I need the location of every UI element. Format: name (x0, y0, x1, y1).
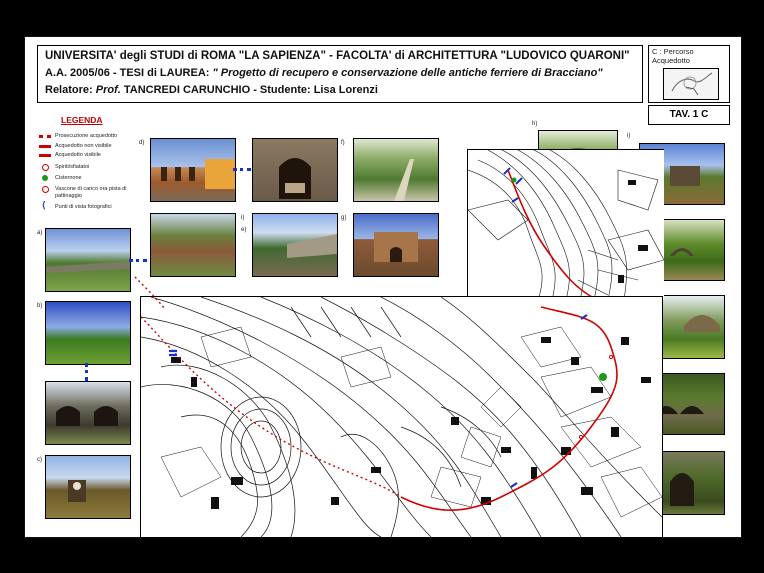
legend-label: Prosecuzione acquedotto (55, 133, 118, 139)
legend-symbol-icon (42, 186, 49, 193)
photo-label-i: i) (241, 215, 245, 221)
photo-i2 (150, 213, 236, 277)
photo-label-h: h) (532, 121, 538, 127)
photo-label-i-right: i) (627, 133, 631, 139)
main-map (140, 296, 663, 538)
route-continuation (125, 275, 185, 315)
photo-label-c: c) (37, 457, 42, 463)
legend-symbol-icon (39, 145, 51, 148)
photo-f (353, 138, 439, 202)
photo-d (150, 138, 236, 202)
photo-b2 (45, 381, 131, 445)
legend-symbol-icon: ⟨ (42, 200, 46, 210)
legend-symbol-icon (42, 175, 48, 181)
photo-label-b: b) (37, 303, 43, 309)
title-block (37, 45, 643, 103)
legend-symbol-icon (39, 154, 51, 157)
photo-label-e: e) (241, 227, 247, 233)
photo-label-f: f) (341, 140, 345, 146)
connector-a (129, 259, 147, 266)
legend-symbol-icon (42, 164, 49, 171)
photo-label-a: a) (37, 230, 43, 236)
drawing-sheet (24, 36, 742, 538)
connector-d (233, 168, 251, 175)
map-north-fragment (467, 149, 664, 300)
legend-label: Acquedotto visibile (55, 152, 101, 158)
photo-label-d: d) (139, 140, 145, 146)
title-line-3: Relatore: Prof. TANCREDI CARUNCHIO - Studente: Lisa Lorenzi (45, 84, 378, 96)
legend-label: Acquedotto non visibile (55, 143, 112, 149)
photo-g (353, 213, 439, 277)
legend-label: Cisternone (55, 175, 82, 181)
title-line-2: A.A. 2005/06 - TESI di LAUREA: " Progetto di recupero e conservazione delle antiche ferriere di Bracciano" (45, 67, 603, 79)
title-line-1: UNIVERSITA' degli STUDI di ROMA "LA SAPIENZA" - FACOLTA' di ARCHITETTURA "LUDOVICO QUARONI" (45, 50, 630, 62)
legend-title: LEGENDA (61, 115, 103, 125)
legend-label: Punti di vista fotografici (55, 204, 112, 210)
legend-label: Vascone di carico ora pista di pattinaggio (55, 186, 127, 199)
sheet-code-box (648, 45, 730, 103)
connector-b (85, 363, 92, 381)
photo-a (45, 228, 131, 292)
photo-c (45, 455, 131, 519)
photo-d2 (252, 138, 338, 202)
key-thumbnail (663, 68, 719, 100)
legend-symbol-icon (39, 135, 51, 138)
photo-e (252, 213, 338, 277)
tav-label: TAV. 1 C (648, 105, 730, 125)
photo-label-g: g) (341, 215, 347, 221)
sheet-code-label: C : Percorso Acquedotto (652, 47, 694, 65)
photo-b (45, 301, 131, 365)
legend-label: Spiriti/sfiatatoi (55, 164, 90, 170)
